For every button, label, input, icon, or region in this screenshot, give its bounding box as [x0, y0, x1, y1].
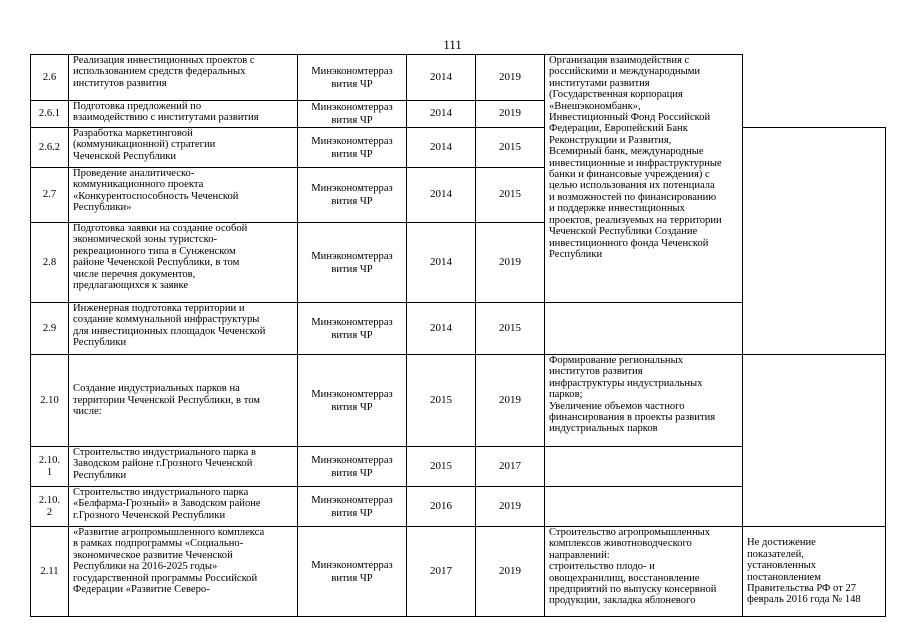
end-year: 2017: [476, 447, 545, 487]
expected-result-group-b: Формирование региональных институтов развития инфраструктуры индустриальных парков; Увеличение объемов частного финансирования в проекты развития индустриальных парков: [545, 355, 743, 447]
measures-table: [30, 54, 886, 617]
end-year: 2019: [476, 487, 545, 527]
row-number: 2.6.2: [31, 128, 69, 168]
measure-name: «Развитие агропромышленного комплекса в рамках подпрограммы «Социально- экономическое развитие Чеченской Республики на 2016-2025 годы» государственной программы Российской Федерации «Развитие Северо-: [69, 527, 298, 617]
responsible-executor: Минэкономтерраз вития ЧР: [298, 303, 407, 355]
indicator-cell-empty: [743, 128, 886, 355]
page-number: 111: [443, 37, 462, 52]
start-year: 2014: [407, 303, 476, 355]
table-row: [31, 355, 886, 447]
end-year: 2015: [476, 128, 545, 168]
start-year: 2015: [407, 447, 476, 487]
responsible-executor: Минэкономтерраз вития ЧР: [298, 487, 407, 527]
result-cell-empty: [545, 303, 743, 355]
measure-name: Создание индустриальных парков на территории Чеченской Республики, в том числе:: [69, 355, 298, 447]
expected-result-group-a: Организация взаимодействия с российскими и международными институтами развития (Государственная корпорация «Внешэкономбанк», Инвестиционный Фонд Российской Федерации, Европейский Банк Реконструкции и Развития, Всемирный банк, международные инвестиционные и инфраструктурные банки и финансовые учреждения) с целью использования их потенциала и возможностей по финансированию и поддержке инвестиционных проектов, реализуемых на территории Чеченской Республики Создание инвестиционного фонда Чеченской Республики: [545, 55, 743, 303]
measure-name: Реализация инвестиционных проектов с использованием средств федеральных институтов развития: [69, 55, 298, 101]
row-number: 2.7: [31, 168, 69, 223]
responsible-executor: Минэкономтерраз вития ЧР: [298, 527, 407, 617]
start-year: 2015: [407, 355, 476, 447]
start-year: 2016: [407, 487, 476, 527]
start-year: 2017: [407, 527, 476, 617]
row-number: 2.6: [31, 55, 69, 101]
result-cell-empty: [545, 447, 743, 487]
table-row: [31, 101, 886, 128]
measure-name: Инженерная подготовка территории и создание коммунальной инфраструктуры для инвестиционных площадок Чеченской Республики: [69, 303, 298, 355]
empty-cell: [743, 101, 886, 128]
responsible-executor: Минэкономтерраз вития ЧР: [298, 101, 407, 128]
start-year: 2014: [407, 168, 476, 223]
responsible-executor: Минэкономтерраз вития ЧР: [298, 447, 407, 487]
start-year: 2014: [407, 101, 476, 128]
measure-name: Подготовка предложений по взаимодействию с институтами развития: [69, 101, 298, 128]
end-year: 2019: [476, 55, 545, 101]
end-year: 2015: [476, 168, 545, 223]
row-number: 2.6.1: [31, 101, 69, 128]
end-year: 2019: [476, 355, 545, 447]
expected-result-2-11: Строительство агропромышленных комплексов животноводческого направлений: строительство плодо- и овощехранилищ, восстановление предприятий по выпуску консервной продукции, закладка яблоневого: [545, 527, 743, 617]
end-year: 2019: [476, 101, 545, 128]
start-year: 2014: [407, 223, 476, 303]
row-number: 2.9: [31, 303, 69, 355]
row-number: 2.10: [31, 355, 69, 447]
responsible-executor: Минэкономтерраз вития ЧР: [298, 55, 407, 101]
end-year: 2019: [476, 223, 545, 303]
start-year: 2014: [407, 55, 476, 101]
table-row: [31, 55, 886, 101]
empty-cell: [743, 55, 886, 101]
start-year: 2014: [407, 128, 476, 168]
responsible-executor: Минэкономтерраз вития ЧР: [298, 355, 407, 447]
result-cell-empty: [545, 487, 743, 527]
indicator-note-2-11: Не достижение показателей, установленных постановлением Правительства РФ от 27 февраль 2016 года № 148: [743, 527, 886, 617]
end-year: 2019: [476, 527, 545, 617]
responsible-executor: Минэкономтерраз вития ЧР: [298, 223, 407, 303]
responsible-executor: Минэкономтерраз вития ЧР: [298, 128, 407, 168]
measure-name: Строительство индустриального парка «Белфарма-Грозный» в Заводском районе г.Грозного Чеченской Республики: [69, 487, 298, 527]
row-number: 2.8: [31, 223, 69, 303]
responsible-executor: Минэкономтерраз вития ЧР: [298, 168, 407, 223]
measure-name: Строительство индустриального парка в Заводском районе г.Грозного Чеченской Республики: [69, 447, 298, 487]
measure-name: Разработка маркетинговой (коммуникационной) стратегии Чеченской Республики: [69, 128, 298, 168]
table-row: [31, 128, 886, 168]
end-year: 2015: [476, 303, 545, 355]
row-number: 2.11: [31, 527, 69, 617]
row-number: 2.10. 2: [31, 487, 69, 527]
table-row: [31, 527, 886, 617]
row-number: 2.10. 1: [31, 447, 69, 487]
measure-name: Подготовка заявки на создание особой экономической зоны туристско- рекреационного типа в Сунженском районе Чеченской Республики, в том числе перечня документов, предлагающихся к заявке: [69, 223, 298, 303]
indicator-cell-empty: [743, 355, 886, 527]
measure-name: Проведение аналитическо- коммуникационного проекта «Конкурентоспособность Чеченской Республики»: [69, 168, 298, 223]
